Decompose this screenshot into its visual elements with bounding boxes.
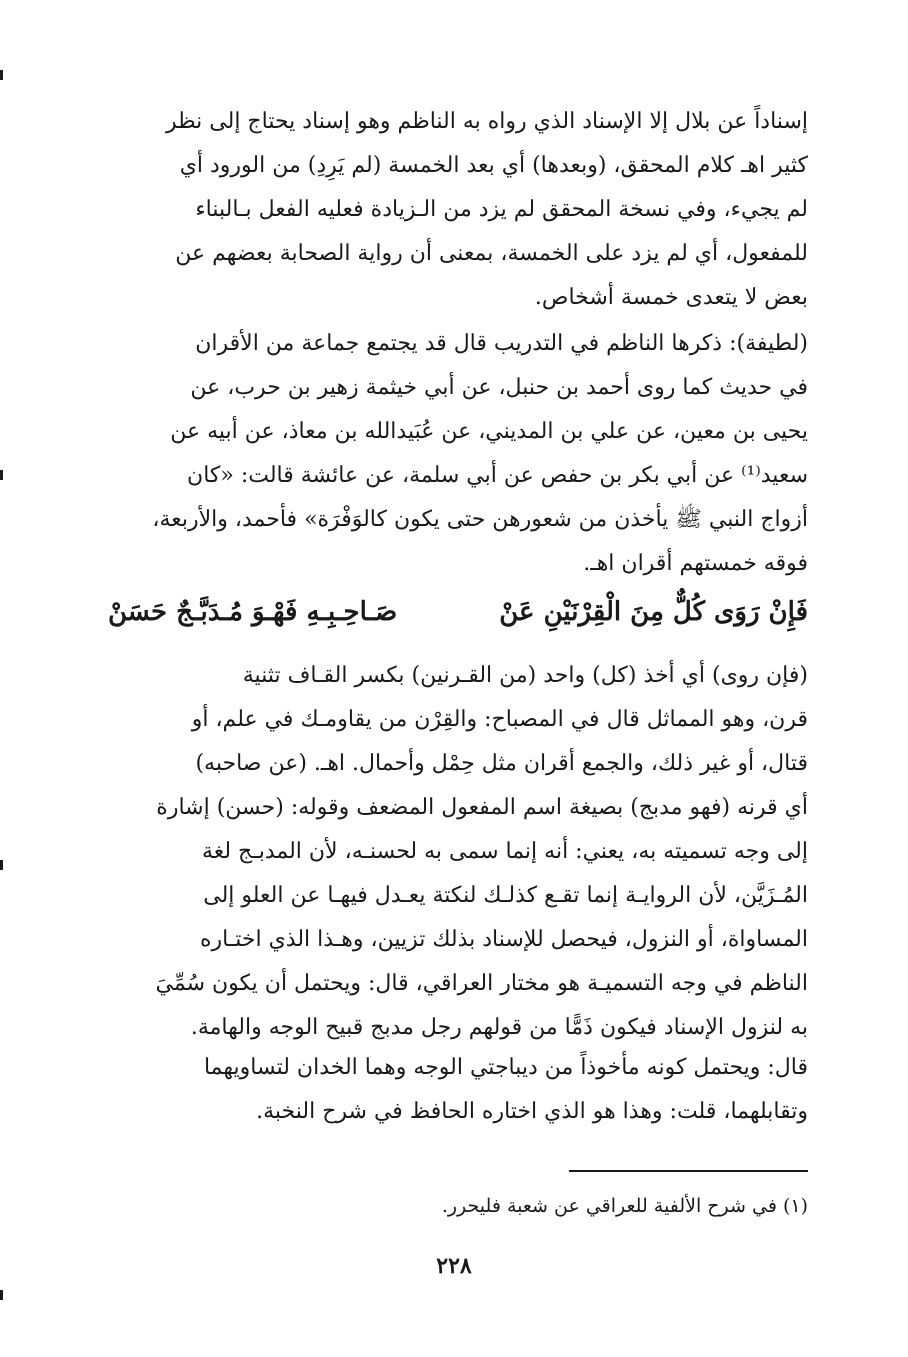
text-line: يحيى بن معين، عن علي بن المديني، عن عُبَيدالله بن معاذ، عن أبيه عن	[170, 419, 808, 444]
text-line: وتقابلهما، قلت: وهذا هو الذي اختاره الحافظ في شرح النخبة.	[256, 1099, 808, 1124]
text-line: فوقه خمستهم أقران اهـ.	[583, 551, 808, 576]
text-line: في حديث كما روى أحمد بن حنبل، عن أبي خيثمة زهير بن حرب، عن	[190, 375, 808, 400]
text-line: قتال، أو غير ذلك، والجمع أقران مثل حِمْل وأحمال. اهـ. (عن صاحبه)	[195, 751, 808, 776]
verse-first-hemistich: فَإِنْ رَوَى كُلٌّ مِنَ الْقِرْنَيْنِ عَنْ	[499, 597, 808, 627]
footnote: (١) في شرح الألفية للعراقي عن شعبة فليحرر.	[441, 1195, 808, 1217]
paragraph-final	[108, 1046, 808, 1134]
text-line: (لطيفة): ذكرها الناظم في التدريب قال قد يجتمع جماعة من الأقران	[195, 331, 808, 356]
text-line: الناظم في وجه التسميـة هو مختار العراقي، قال: ويحتمل أن يكون سُمِّيَ	[155, 971, 808, 996]
left-margin-mark-bottom	[0, 1290, 3, 1300]
text-line: سعيد⁽¹⁾ عن أبي بكر بن حفص عن أبي سلمة، عن عائشة قالت: «كان	[187, 463, 808, 488]
verse-second-hemistich: صَـاحِـبِـهِ فَهْـوَ مُـدَبَّـجٌ حَسَنْ	[108, 597, 398, 627]
text-line: أزواج النبي ﷺ يأخذن من شعورهن حتى يكون كالوَفْرَة» فأحمد، والأربعة،	[152, 507, 808, 532]
paragraph-continuation	[108, 100, 808, 320]
text-line: إلى وجه تسميته به، يعني: أنه إنما سمى به لحسنـه، لأن المدبـج لغة	[201, 839, 808, 864]
text-line: بعض لا يتعدى خمسة أشخاص.	[534, 285, 808, 310]
text-line: كثير اهـ كلام المحقق، (وبعدها) أي بعد الخمسة (لم يَرِدِ) من الورود أي	[179, 153, 808, 178]
page-number: ٢٢٨	[436, 1253, 472, 1279]
footnote-divider	[569, 1170, 808, 1172]
text-line: للمفعول، أي لم يزد على الخمسة، بمعنى أن رواية الصحابة بعضهم عن	[175, 241, 808, 266]
text-line: المساواة، أو النزول، فيحصل للإسناد بذلك تزيين، وهـذا الذي اختـاره	[199, 927, 808, 952]
text-line: لم يجيء، وفي نسخة المحقق لم يزد من الـزيادة فعليه الفعل بـالبناء	[195, 197, 808, 222]
left-margin-mark-top	[0, 70, 3, 80]
text-line: قال: ويحتمل كونه مأخوذاً من ديباجتي الوجه وهما الخدان لتساويهما	[203, 1055, 808, 1080]
text-line: به لنزول الإسناد فيكون ذَمًّا من قولهم رجل مدبج قبيح الوجه والهامة.	[190, 1015, 808, 1040]
paragraph-latifa	[108, 322, 808, 586]
left-margin-mark-lower	[0, 860, 3, 870]
text-line: المُـزَيَّن، لأن الروايـة إنما تقـع كذلـك لنكتة يعـدل فيهـا عن العلو إلى	[203, 883, 808, 908]
poem-verse	[108, 586, 808, 638]
left-margin-mark-middle	[0, 470, 3, 480]
paragraph-commentary	[108, 654, 808, 1050]
text-line: (فإن روى) أي أخذ (كل) واحد (من القـرنين) بكسر القـاف تثنية	[242, 663, 808, 688]
text-line: أي قرنه (فهو مدبج) بصيغة اسم المفعول المضعف وقوله: (حسن) إشارة	[156, 795, 808, 820]
text-line: قرن، وهو المماثل قال في المصباح: والقِرْن من يقاومـك في علم، أو	[191, 707, 808, 732]
text-line: إسناداً عن بلال إلا الإسناد الذي رواه به الناظم وهو إسناد يحتاج إلى نظر	[165, 109, 808, 134]
